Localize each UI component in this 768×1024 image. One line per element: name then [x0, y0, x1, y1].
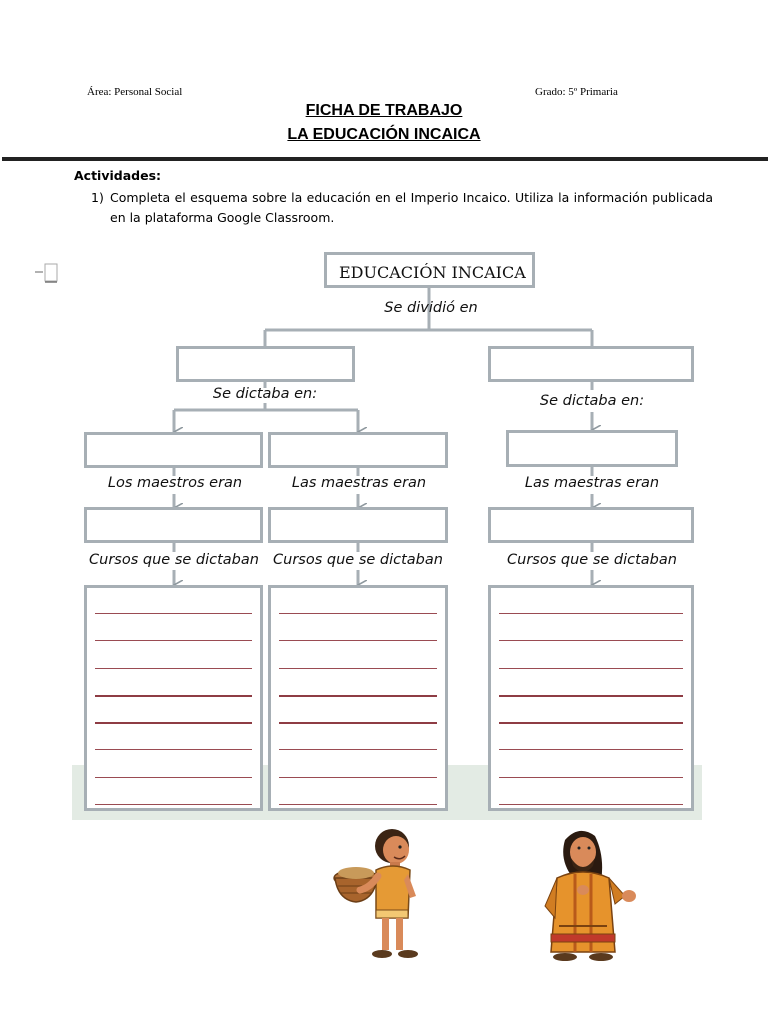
writing-line: [499, 749, 683, 750]
place-box-3[interactable]: [506, 430, 678, 467]
grade-label: Grado: 5º Primaria: [535, 86, 618, 98]
courses-label-3: Cursos que se dictaban: [507, 552, 677, 568]
teachers-box-2[interactable]: [268, 507, 448, 543]
writing-line: [279, 640, 437, 641]
worksheet-title: FICHA DE TRABAJO: [305, 102, 463, 119]
writing-line: [279, 804, 437, 805]
teachers-female-label-right: Las maestras eran: [524, 475, 660, 491]
courses-box-2[interactable]: [268, 585, 448, 811]
inca-amauta-teacher-icon: [535, 826, 641, 966]
writing-line: [499, 695, 683, 697]
teachers-box-1[interactable]: [84, 507, 263, 543]
worksheet-subtitle: LA EDUCACIÓN INCAICA: [287, 126, 481, 143]
teachers-male-label: Los maestros eran: [107, 475, 243, 491]
teachers-box-3[interactable]: [488, 507, 694, 543]
taught-in-label-right: Se dictaba en:: [539, 393, 645, 409]
branch-box-left[interactable]: [176, 346, 355, 382]
activity-instruction: Completa el esquema sobre la educación en el Imperio Incaico. Utiliza la información publicada en la plataforma Google Classroom.: [110, 190, 713, 225]
branch-box-right[interactable]: [488, 346, 694, 382]
activities-heading: Actividades:: [74, 168, 162, 183]
writing-line: [499, 777, 683, 778]
divided-label: Se dividió en: [384, 300, 478, 316]
teachers-female-label: Las maestras eran: [291, 475, 427, 491]
writing-line: [499, 640, 683, 641]
place-box-2[interactable]: [268, 432, 448, 468]
root-title: EDUCACIÓN INCAICA: [339, 263, 526, 282]
root-title-box: [324, 252, 535, 288]
writing-line: [279, 749, 437, 750]
taught-in-label-left: Se dictaba en:: [212, 386, 318, 402]
writing-line: [499, 804, 683, 805]
courses-label-2: Cursos que se dictaban: [273, 552, 443, 568]
writing-line: [279, 613, 437, 614]
writing-line: [499, 613, 683, 614]
courses-label-1: Cursos que se dictaban: [89, 552, 259, 568]
writing-line: [95, 777, 252, 778]
area-label: Área: Personal Social: [87, 86, 183, 98]
courses-box-1[interactable]: [84, 585, 263, 811]
writing-line: [279, 722, 437, 724]
writing-line: [95, 804, 252, 805]
courses-box-3[interactable]: [488, 585, 694, 811]
writing-line: [95, 613, 252, 614]
activity-number: 1): [91, 190, 104, 205]
writing-line: [279, 777, 437, 778]
writing-line: [95, 640, 252, 641]
writing-line: [279, 695, 437, 697]
writing-line: [95, 695, 252, 697]
inca-boy-with-basket-icon: [330, 826, 430, 962]
writing-line: [95, 668, 252, 669]
writing-line: [95, 749, 252, 750]
place-box-1[interactable]: [84, 432, 263, 468]
writing-line: [95, 722, 252, 724]
writing-line: [499, 722, 683, 724]
writing-line: [279, 668, 437, 669]
writing-line: [499, 668, 683, 669]
